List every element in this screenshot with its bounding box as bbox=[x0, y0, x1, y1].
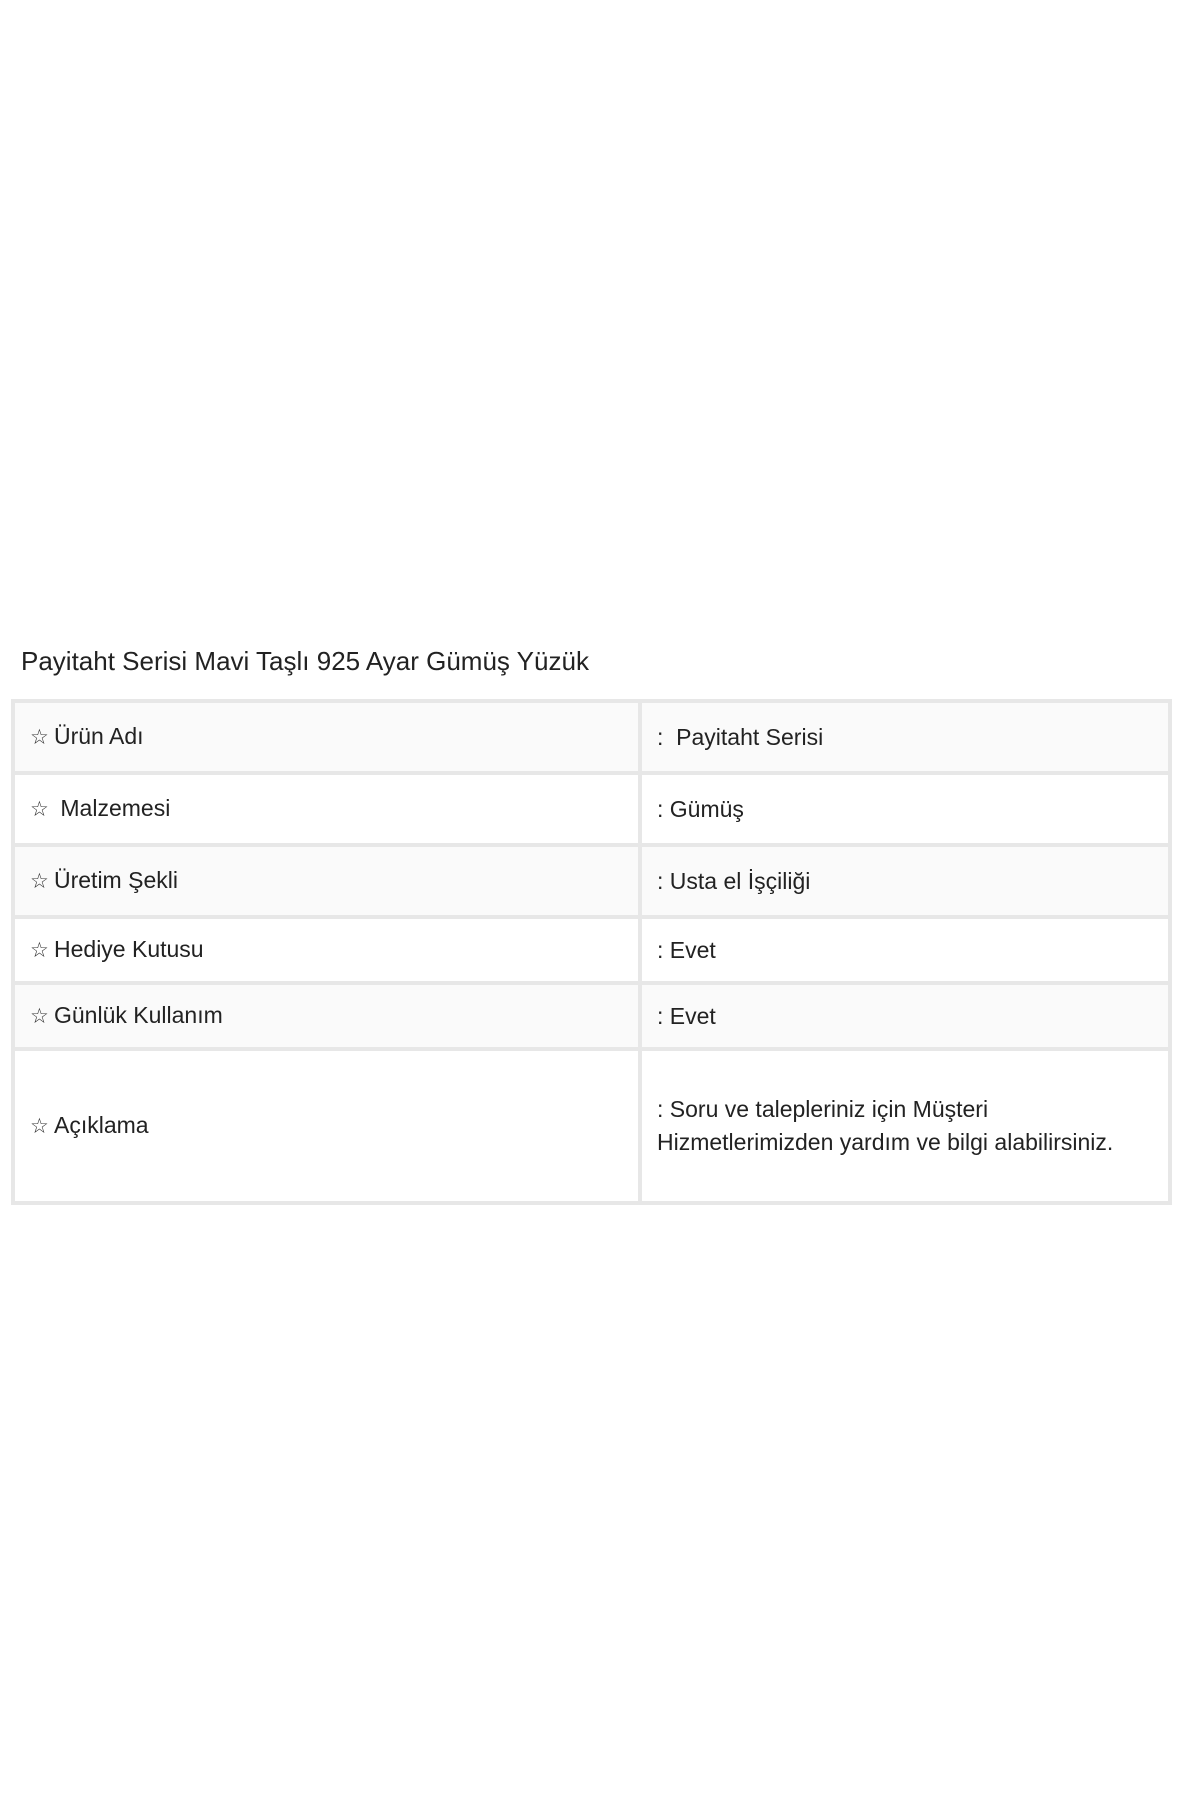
spec-value: : Usta el İşçiliği bbox=[657, 867, 811, 894]
star-outline-icon: ☆ bbox=[30, 1115, 49, 1138]
spec-label: Malzemesi bbox=[54, 795, 171, 821]
star-outline-icon: ☆ bbox=[30, 1005, 49, 1028]
spec-label-cell bbox=[13, 773, 640, 845]
star-outline-icon: ☆ bbox=[30, 798, 49, 821]
spec-value-cell bbox=[640, 1049, 1170, 1203]
spec-label-cell bbox=[13, 917, 640, 983]
product-title: Payitaht Serisi Mavi Taşlı 925 Ayar Gümüş Yüzük bbox=[21, 646, 589, 676]
spec-row-description bbox=[13, 1049, 1170, 1203]
spec-row-material bbox=[13, 773, 1170, 845]
product-spec-table bbox=[11, 699, 1172, 1205]
spec-label: Açıklama bbox=[54, 1112, 149, 1138]
spec-label: Ürün Adı bbox=[54, 723, 144, 749]
star-outline-icon: ☆ bbox=[30, 726, 49, 749]
spec-value: : Gümüş bbox=[657, 795, 744, 822]
spec-label-cell bbox=[13, 701, 640, 773]
spec-row-product-name bbox=[13, 701, 1170, 773]
spec-value-cell bbox=[640, 917, 1170, 983]
star-outline-icon: ☆ bbox=[30, 939, 49, 962]
spec-label: Günlük Kullanım bbox=[54, 1002, 223, 1028]
spec-label: Üretim Şekli bbox=[54, 867, 178, 893]
spec-value: : Payitaht Serisi bbox=[657, 723, 824, 750]
spec-label-cell bbox=[13, 983, 640, 1049]
spec-row-production bbox=[13, 845, 1170, 917]
spec-row-gift-box bbox=[13, 917, 1170, 983]
spec-row-daily-use bbox=[13, 983, 1170, 1049]
spec-value-cell bbox=[640, 845, 1170, 917]
spec-value: : Evet bbox=[657, 1002, 716, 1029]
star-outline-icon: ☆ bbox=[30, 870, 49, 893]
spec-value-cell bbox=[640, 983, 1170, 1049]
spec-value-cell bbox=[640, 701, 1170, 773]
spec-label-cell bbox=[13, 1049, 640, 1203]
spec-label: Hediye Kutusu bbox=[54, 936, 204, 962]
spec-label-cell bbox=[13, 845, 640, 917]
spec-value: : Soru ve talepleriniz için Müşteri Hizmetlerimizden yardım ve bilgi alabilirsiniz. bbox=[657, 1096, 1114, 1155]
spec-value-cell bbox=[640, 773, 1170, 845]
spec-value: : Evet bbox=[657, 936, 716, 963]
